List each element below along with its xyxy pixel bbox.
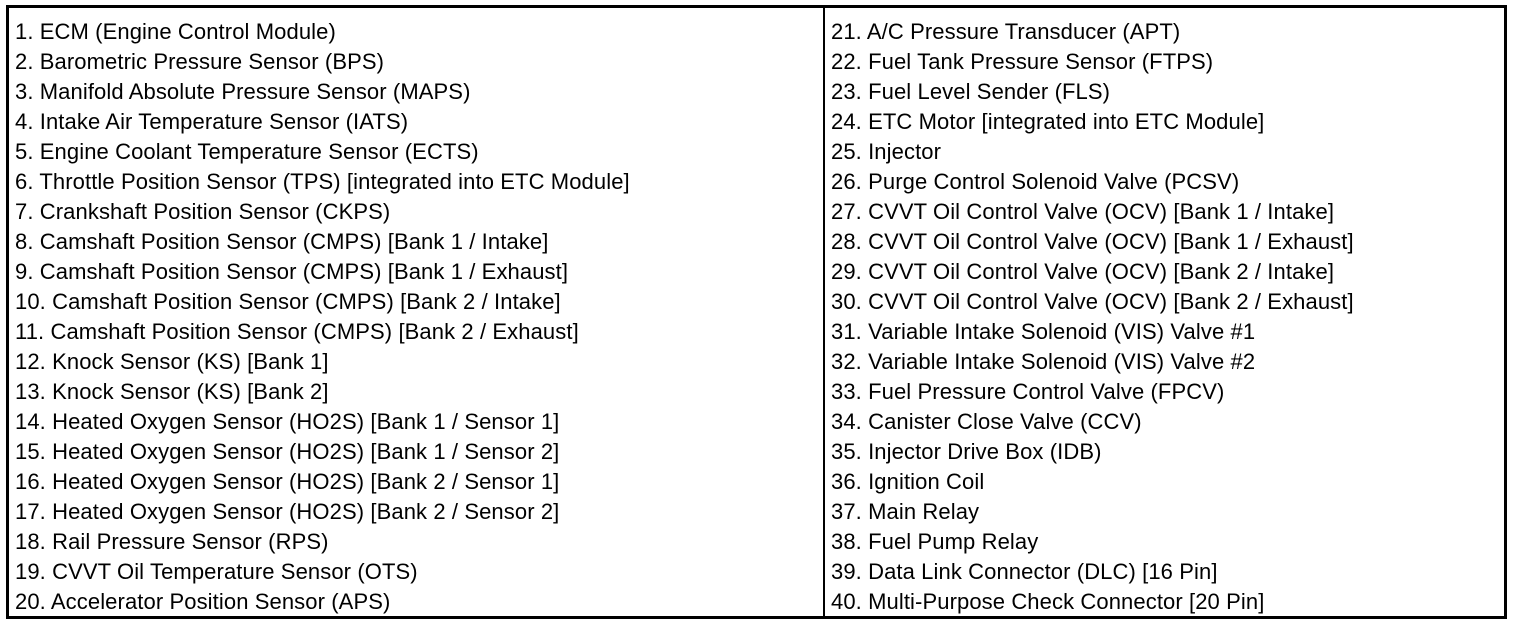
legend-item: 2. Barometric Pressure Sensor (BPS) [15,49,385,74]
legend-item: 28. CVVT Oil Control Valve (OCV) [Bank 1 / Exhaust] [831,229,1354,254]
legend-item: 32. Variable Intake Solenoid (VIS) Valve #2 [831,349,1256,374]
legend-item: 12. Knock Sensor (KS) [Bank 1] [15,349,329,374]
legend-item: 4. Intake Air Temperature Sensor (IATS) [15,109,409,134]
legend-item: 39. Data Link Connector (DLC) [16 Pin] [831,559,1218,584]
legend-item: 31. Variable Intake Solenoid (VIS) Valve #1 [831,319,1256,344]
legend-item: 24. ETC Motor [integrated into ETC Module] [831,109,1265,134]
legend-item: 15. Heated Oxygen Sensor (HO2S) [Bank 1 / Sensor 2] [15,439,560,464]
legend-item: 22. Fuel Tank Pressure Sensor (FTPS) [831,49,1214,74]
legend-item: 29. CVVT Oil Control Valve (OCV) [Bank 2 / Intake] [831,259,1335,284]
legend-item: 16. Heated Oxygen Sensor (HO2S) [Bank 2 / Sensor 1] [15,469,560,494]
legend-column-right [825,8,1504,616]
legend-item: 38. Fuel Pump Relay [831,529,1039,554]
legend-item: 8. Camshaft Position Sensor (CMPS) [Bank 1 / Intake] [15,229,549,254]
legend-item: 35. Injector Drive Box (IDB) [831,439,1102,464]
legend-item: 33. Fuel Pressure Control Valve (FPCV) [831,379,1225,404]
legend-item: 5. Engine Coolant Temperature Sensor (ECTS) [15,139,479,164]
legend-item: 6. Throttle Position Sensor (TPS) [integrated into ETC Module] [15,169,630,194]
legend-item: 3. Manifold Absolute Pressure Sensor (MAPS) [15,79,471,104]
legend-column-left [9,8,825,616]
legend-item: 9. Camshaft Position Sensor (CMPS) [Bank 1 / Exhaust] [15,259,569,284]
legend-item: 20. Accelerator Position Sensor (APS) [15,589,391,614]
legend-item: 27. CVVT Oil Control Valve (OCV) [Bank 1 / Intake] [831,199,1335,224]
legend-item: 7. Crankshaft Position Sensor (CKPS) [15,199,391,224]
legend-item: 37. Main Relay [831,499,980,524]
component-legend-table [6,5,1507,619]
legend-item: 26. Purge Control Solenoid Valve (PCSV) [831,169,1240,194]
legend-item: 10. Camshaft Position Sensor (CMPS) [Bank 2 / Intake] [15,289,561,314]
legend-item: 17. Heated Oxygen Sensor (HO2S) [Bank 2 / Sensor 2] [15,499,560,524]
legend-item: 36. Ignition Coil [831,469,985,494]
legend-item: 21. A/C Pressure Transducer (APT) [831,19,1181,44]
legend-item: 13. Knock Sensor (KS) [Bank 2] [15,379,329,404]
legend-item: 19. CVVT Oil Temperature Sensor (OTS) [15,559,418,584]
legend-item: 23. Fuel Level Sender (FLS) [831,79,1111,104]
legend-item: 25. Injector [831,139,942,164]
legend-item: 14. Heated Oxygen Sensor (HO2S) [Bank 1 / Sensor 1] [15,409,560,434]
legend-item: 11. Camshaft Position Sensor (CMPS) [Bank 2 / Exhaust] [15,319,579,344]
legend-item: 1. ECM (Engine Control Module) [15,19,336,44]
legend-item: 18. Rail Pressure Sensor (RPS) [15,529,329,554]
legend-item: 40. Multi-Purpose Check Connector [20 Pin] [831,589,1265,614]
legend-item: 34. Canister Close Valve (CCV) [831,409,1142,434]
legend-item: 30. CVVT Oil Control Valve (OCV) [Bank 2 / Exhaust] [831,289,1354,314]
